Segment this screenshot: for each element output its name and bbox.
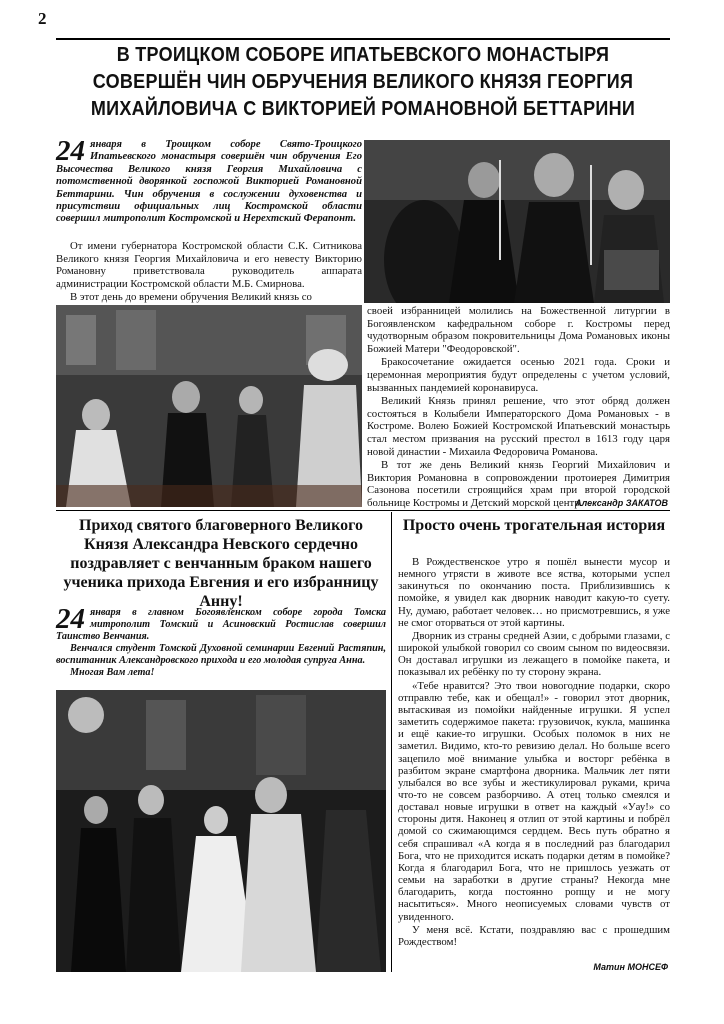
photo-betrothal-portrait	[364, 140, 670, 303]
article3-para: «Тебе нравится? Это твои новогодние подарки, скоро отправлю тебе, как и обещал!» - говорил этот дворник, вытаскивая из помойки найденные игрушки. Я успел заметить содержимое пакета: грузовичок, кукла, машинка и ещё какие-то игрушки. Особых поломок в них не заметил. Видимо, кто-то ревизию делал. Но больше всего зацепило моё внимание улыбка и восторг ребёнка в разбитом экране смартфона дворника. Мальчик лет пяти улыбался во все зубы и жестикулировал руками, крича что-то не совсем разборчиво. А отец только смеялся и доставал новые игрушки в ответ на каждый «Уау!» со стороны дитя. Наконец я отлип от этой картины и побрёл домой со сжимающимся сердцем. Весь путь обратно я себя спрашивал «А когда я в последний раз благодарил Бога, что не приходится искать подарки детям в помойке? Когда я благодарил Бога, что не пришлось уезжать от семьи на заработки в другие страны? Некогда мне благодарить, когда постоянно ропщу и не могу насытиться». Много неописуемых словами чувств от увиденного.	[398, 679, 670, 923]
column-divider	[391, 512, 392, 972]
article2-lead	[56, 603, 386, 679]
article3-body	[398, 556, 670, 949]
article1-lead	[56, 135, 362, 226]
article1-para: своей избранницей молились на Божественной литургии в Богоявленском кафедральном соборе г. Костромы перед чудотворным образом покровительницы Дома Романовых иконы Божией Матери "Феодоровской".	[367, 305, 670, 355]
article1-para: Бракосочетание ожидается осенью 2021 года. Сроки и церемонная мероприятия будут определены с учетом условий, вызванных пандемией коронавируса.	[367, 356, 670, 394]
article3-title: Просто очень трогательная история	[402, 517, 666, 534]
section-rule	[56, 510, 670, 511]
article1-body-top	[56, 240, 362, 305]
article1-lead-text: января в Троицком соборе Свято-Троицкого Ипатьевского монастыря совершён чин обручения Его Высочества Великого князя Георгия Михайловича с потомственной дворянкой госпожой Викторией Романовной Беттарини. Чин обручения в сослужении духовенства и присутствии официальных лиц Костромской области совершил митрополит Костромской и Нерехтский Ферапонт.	[56, 139, 362, 225]
article2-lead-number: 24	[56, 603, 85, 635]
article1-para: В этот день до времени обручения Великий князь со	[70, 291, 312, 304]
article2-para: Венчался студент Томской Духовной семинарии Евгений Растяпин, воспитанник Александровского прихода и его молодая супруга Анна.	[56, 643, 386, 666]
article2-title: Приход святого благоверного Великого Князя Александра Невского сердечно поздравляет с венчанным браком нашего ученика прихода Евгения и его избранницу Анну!	[63, 517, 379, 610]
article1-body-right	[367, 305, 670, 511]
article3-byline: Матин МОНСЕФ	[593, 962, 668, 972]
article3-para: В Рождественское утро я пошёл вынести мусор и немного утрясти в животе все яства, которыми успел закинуться по окончанию поста. Приблизившись к помойке, я увидел как дворник наводит какую-то суету. Ну, думаю, работает человек… но присмотревшись, я уже не смог оторваться от этой картины.	[398, 556, 670, 629]
article2-lead-text: января в главном Богоявленском соборе города Томска митрополит Томский и Асиновский Ростислав совершил Таинство Венчания.	[56, 607, 386, 642]
top-rule	[56, 38, 670, 40]
page-number: 2	[38, 9, 47, 28]
article1-para: Великий Князь принял решение, что этот обряд должен состояться в Колыбели Императорского Дома Романовых - в Костроме. Волею Божией Костромской Ипатьевский монастырь стал местом призвания на русский престол в 1613 году царя новой династии - Михаила Федоровича Романова.	[367, 395, 670, 458]
article1-para: В тот же день Великий князь Георгий Михайлович и Виктория Романовна в сопровождении протоиерея Димитрия Сазонова посетили строящийся храм при второй городской больнице Костромы и Детский морской центр.	[367, 459, 670, 509]
page-headline: В ТРОИЦКОМ СОБОРЕ ИПАТЬЕВСКОГО МОНАСТЫРЯ СОВЕРШЁН ЧИН ОБРУЧЕНИЯ ВЕЛИКОГО КНЯЗЯ ГЕОРГИЯ МИХАЙЛОВИЧА С ВИКТОРИЕЙ РОМАНОВНОЙ БЕТТАРИНИ	[90, 44, 636, 120]
article1-lead-number: 24	[56, 135, 85, 167]
article1-para: От имени губернатора Костромской области С.К. Ситникова Великого князя Георгия Михайловича и его невесту Викторию Романовну приветствовала руководитель аппарата администрации Костромской области М.Б. Смирнова.	[56, 240, 362, 290]
article3-para: У меня всё. Кстати, поздравляю вас с прошедшим Рождеством!	[398, 923, 670, 948]
photo-wedding	[56, 690, 386, 972]
article2-greeting: Многая Вам лета!	[70, 667, 155, 678]
photo-betrothal-ceremony	[56, 305, 362, 507]
article3-para: Дворник из страны средней Азии, с добрыми глазами, с широкой улыбкой говорил со своим сыном по видеосвязи. Он доставал игрушки из лежащего в помойке пакета, и показывал их ребёнку по ту сторону экрана.	[398, 629, 670, 679]
article1-byline: Александр ЗАКАТОВ	[575, 498, 668, 508]
